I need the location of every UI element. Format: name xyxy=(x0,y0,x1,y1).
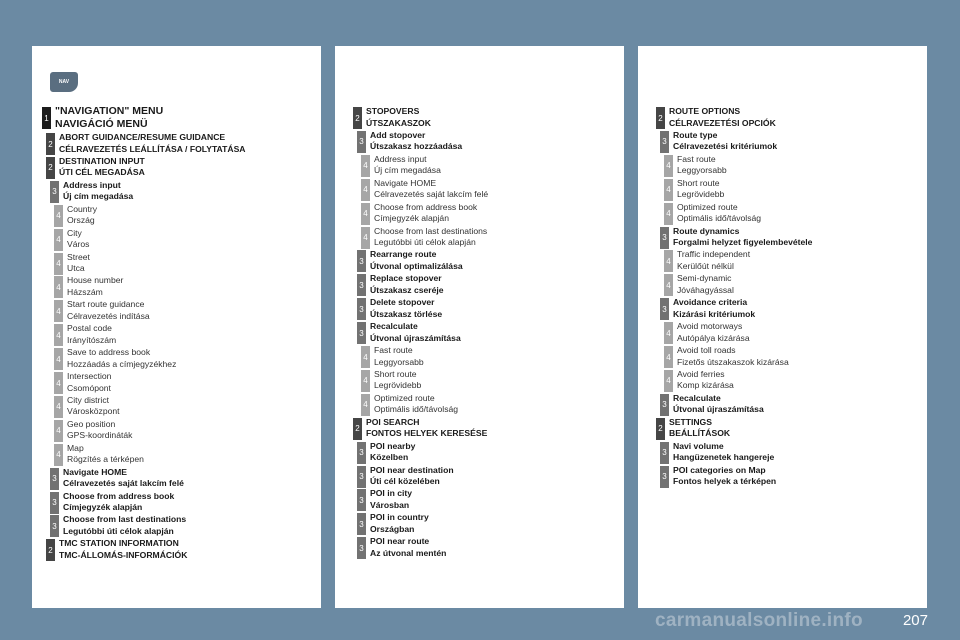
entry-label-hungarian: BEÁLLÍTÁSOK xyxy=(669,428,731,439)
entry-label-english: Start route guidance xyxy=(67,299,145,310)
menu-entry xyxy=(357,250,463,272)
entry-text xyxy=(374,154,441,177)
entry-label-hungarian: Forgalmi helyzet figyelembevétele xyxy=(673,237,813,248)
entry-label-hungarian: Irányítószám xyxy=(67,334,117,345)
entry-label-english: Semi-dynamic xyxy=(677,273,732,284)
level-badge: 2 xyxy=(46,133,55,155)
menu-entry xyxy=(664,250,750,272)
entry-label-hungarian: FONTOS HELYEK KERESÉSE xyxy=(366,428,488,439)
entry-label-hungarian: Optimális idő/távolság xyxy=(374,404,459,415)
menu-entry xyxy=(50,181,133,203)
menu-entry xyxy=(50,468,184,490)
entry-label-english: Optimized route xyxy=(374,392,435,403)
level-badge: 3 xyxy=(50,492,59,514)
menu-entry xyxy=(357,513,429,535)
entry-label-english: TMC STATION INFORMATION xyxy=(59,538,179,549)
entry-text xyxy=(673,297,755,320)
menu-entry xyxy=(357,274,444,296)
entry-label-hungarian: Útszakasz cseréje xyxy=(370,284,444,295)
entry-label-english: Fast route xyxy=(677,153,716,164)
entry-label-english: Choose from address book xyxy=(63,490,175,501)
entry-label-hungarian: Kizárási kritériumok xyxy=(673,308,756,319)
menu-entry xyxy=(357,131,462,153)
level-badge: 2 xyxy=(353,418,362,440)
entry-label-hungarian: Útvonal újraszámítása xyxy=(673,404,764,415)
entry-label-english: Recalculate xyxy=(370,321,418,332)
menu-entry xyxy=(664,346,789,368)
entry-label-english: Rearrange route xyxy=(370,249,437,260)
entry-label-english: Short route xyxy=(374,368,417,379)
level-badge: 4 xyxy=(361,346,370,368)
entry-text xyxy=(370,441,415,464)
entry-label-english: Navigate HOME xyxy=(374,177,437,188)
level-badge: 4 xyxy=(664,274,673,296)
level-badge: 3 xyxy=(660,442,669,464)
level-badge: 4 xyxy=(54,300,63,322)
entry-text xyxy=(67,323,116,346)
entry-text xyxy=(67,275,123,298)
entry-label-english: POI in city xyxy=(370,488,413,499)
level-badge: 2 xyxy=(656,418,665,440)
entry-text xyxy=(55,105,163,130)
menu-entry xyxy=(357,537,446,559)
page-number: 207 xyxy=(902,612,928,629)
menu-entry xyxy=(361,346,424,368)
entry-label-english: Address input xyxy=(374,153,427,164)
nav-button-icon: NAV xyxy=(50,72,78,92)
level-badge: 3 xyxy=(357,131,366,153)
entry-label-english: Save to address book xyxy=(67,347,151,358)
entry-label-english: Address input xyxy=(63,179,121,190)
entry-label-english: Fast route xyxy=(374,345,413,355)
level-badge: 3 xyxy=(357,466,366,488)
entry-text xyxy=(677,369,734,392)
entry-label-hungarian: Legrövidebb xyxy=(374,380,422,391)
entry-label-english: Route dynamics xyxy=(673,225,740,236)
menu-entry xyxy=(664,274,734,296)
level-badge: 3 xyxy=(660,227,669,249)
level-badge: 3 xyxy=(660,394,669,416)
entry-label-hungarian: Legrövidebb xyxy=(677,189,725,200)
entry-label-hungarian: Hozzáadás a címjegyzékhez xyxy=(67,358,177,369)
entry-text xyxy=(59,156,145,179)
entry-label-hungarian: Célravezetési kritériumok xyxy=(673,141,778,152)
entry-label-english: Optimized route xyxy=(677,201,738,212)
level-badge: 2 xyxy=(46,157,55,179)
level-badge: 4 xyxy=(664,203,673,225)
level-badge: 1 xyxy=(42,107,51,129)
menu-entry xyxy=(54,253,90,275)
entry-label-hungarian: Útvonal optimalizálása xyxy=(370,260,463,271)
menu-entry xyxy=(664,322,750,344)
entry-text xyxy=(374,345,424,368)
entry-label-hungarian: Kerülőút nélkül xyxy=(677,260,734,271)
menu-entry xyxy=(46,539,187,561)
menu-entry xyxy=(357,298,442,320)
entry-text xyxy=(669,106,776,129)
entry-text xyxy=(673,226,812,249)
entry-label-hungarian: Legutóbbi úti célok alapján xyxy=(63,525,174,536)
level-badge: 4 xyxy=(361,370,370,392)
entry-text xyxy=(374,393,458,416)
level-badge: 4 xyxy=(54,396,63,418)
entry-label-hungarian: Címjegyzék alapján xyxy=(374,213,449,224)
level-badge: 4 xyxy=(54,348,63,370)
menu-entry xyxy=(361,155,441,177)
entry-label-english: Navi volume xyxy=(673,440,724,451)
menu-entry xyxy=(660,131,777,153)
entry-label-hungarian: Fontos helyek a térképen xyxy=(673,476,777,487)
menu-entry xyxy=(664,370,734,392)
entry-label-english: DESTINATION INPUT xyxy=(59,155,145,166)
menu-entry xyxy=(361,227,487,249)
entry-label-hungarian: Jóváhagyással xyxy=(677,284,734,295)
entry-label-hungarian: Úti cél közelében xyxy=(370,476,440,487)
level-badge: 3 xyxy=(357,250,366,272)
entry-text xyxy=(67,395,120,418)
level-badge: 3 xyxy=(357,322,366,344)
entry-label-english: Traffic independent xyxy=(677,249,751,260)
level-badge: 4 xyxy=(361,179,370,201)
level-badge: 4 xyxy=(664,322,673,344)
entry-label-english: Short route xyxy=(677,177,720,188)
menu-entry xyxy=(42,107,163,130)
menu-entry xyxy=(357,322,461,344)
menu-entry xyxy=(660,466,776,488)
entry-label-english: POI categories on Map xyxy=(673,464,766,475)
entry-label-hungarian: Útszakasz hozzáadása xyxy=(370,141,463,152)
menu-entry xyxy=(361,203,477,225)
level-badge: 3 xyxy=(50,468,59,490)
menu-entry xyxy=(50,492,174,514)
entry-text xyxy=(63,491,174,514)
entry-label-hungarian: Célravezetés indítása xyxy=(67,310,150,321)
menu-entry xyxy=(664,179,724,201)
entry-text xyxy=(677,154,727,177)
entry-label-hungarian: Országban xyxy=(370,523,415,534)
entry-label-hungarian: Házszám xyxy=(67,286,103,297)
entry-text xyxy=(63,467,184,490)
entry-label-hungarian: Ország xyxy=(67,215,95,226)
entry-label-hungarian: Hangüzenetek hangereje xyxy=(673,452,775,463)
menu-entry xyxy=(54,396,120,418)
menu-entry xyxy=(664,203,761,225)
menu-entry xyxy=(54,229,89,251)
entry-label-english: Route type xyxy=(673,129,718,140)
entry-label-hungarian: Legutóbbi úti célok alapján xyxy=(374,237,476,248)
level-badge: 3 xyxy=(357,513,366,535)
entry-label-hungarian: ÚTSZAKASZOK xyxy=(366,117,431,128)
entry-label-english: Replace stopover xyxy=(370,273,442,284)
menu-entry xyxy=(357,466,454,488)
level-badge: 4 xyxy=(54,324,63,346)
entry-label-hungarian: NAVIGÁCIÓ MENÜ xyxy=(55,117,148,130)
entry-label-english: City xyxy=(67,227,82,238)
entry-label-hungarian: Célravezetés saját lakcím felé xyxy=(374,189,489,200)
entry-text xyxy=(59,538,187,561)
entry-label-hungarian: Utca xyxy=(67,263,85,274)
entry-text xyxy=(370,273,444,296)
menu-entry xyxy=(361,394,458,416)
entry-text xyxy=(370,536,446,559)
menu-entry xyxy=(660,227,812,249)
entry-label-hungarian: GPS-koordináták xyxy=(67,430,133,441)
entry-label-english: Navigate HOME xyxy=(63,466,127,477)
entry-text xyxy=(669,417,730,440)
menu-entry xyxy=(361,179,488,201)
entry-text xyxy=(63,514,186,537)
entry-label-english: Choose from address book xyxy=(374,201,478,212)
entry-label-hungarian: TMC-ÁLLOMÁS-INFORMÁCIÓK xyxy=(59,549,188,560)
entry-label-hungarian: Új cím megadása xyxy=(63,191,134,202)
entry-text xyxy=(374,178,488,201)
menu-entry xyxy=(54,348,176,370)
menu-entry xyxy=(660,442,774,464)
entry-label-english: Geo position xyxy=(67,418,116,429)
entry-text xyxy=(673,441,774,464)
level-badge: 4 xyxy=(361,155,370,177)
entry-text xyxy=(63,180,133,203)
level-badge: 3 xyxy=(660,131,669,153)
level-badge: 3 xyxy=(50,181,59,203)
level-badge: 4 xyxy=(361,203,370,225)
menu-entry xyxy=(54,444,144,466)
entry-label-english: Recalculate xyxy=(673,392,721,403)
entry-label-hungarian: Autópálya kizárása xyxy=(677,332,750,343)
menu-entry xyxy=(54,300,150,322)
level-badge: 3 xyxy=(357,274,366,296)
entry-label-english: STOPOVERS xyxy=(366,106,420,116)
level-badge: 4 xyxy=(664,370,673,392)
entry-label-hungarian: Város xyxy=(67,239,90,250)
entry-text xyxy=(370,297,442,320)
level-badge: 3 xyxy=(660,466,669,488)
entry-text xyxy=(677,321,750,344)
menu-entry xyxy=(660,394,764,416)
entry-text xyxy=(374,226,487,249)
entry-text xyxy=(67,299,150,322)
entry-label-english: SETTINGS xyxy=(669,416,712,427)
entry-label-hungarian: Csomópont xyxy=(67,382,111,393)
menu-entry xyxy=(54,420,132,442)
level-badge: 4 xyxy=(54,229,63,251)
entry-text xyxy=(366,106,431,129)
entry-text xyxy=(370,465,454,488)
entry-text xyxy=(67,204,97,227)
level-badge: 4 xyxy=(664,346,673,368)
entry-label-hungarian: Városban xyxy=(370,499,410,510)
level-badge: 3 xyxy=(660,298,669,320)
entry-label-hungarian: Leggyorsabb xyxy=(374,356,424,367)
menu-entry xyxy=(54,205,97,227)
level-badge: 4 xyxy=(54,444,63,466)
entry-label-hungarian: Új cím megadása xyxy=(374,165,441,176)
entry-text xyxy=(67,371,111,394)
entry-label-english: POI SEARCH xyxy=(366,416,420,427)
entry-label-hungarian: Címjegyzék alapján xyxy=(63,502,143,513)
entry-label-english: Postal code xyxy=(67,323,112,334)
level-badge: 4 xyxy=(54,372,63,394)
entry-label-hungarian: Közelben xyxy=(370,452,409,463)
entry-label-english: POI near route xyxy=(370,536,430,547)
entry-text xyxy=(370,130,462,153)
entry-label-english: Street xyxy=(67,251,90,262)
entry-label-english: Avoid toll roads xyxy=(677,345,736,355)
entry-label-english: Delete stopover xyxy=(370,297,435,308)
entry-label-english: Map xyxy=(67,442,84,453)
level-badge: 4 xyxy=(54,276,63,298)
entry-label-hungarian: Optimális idő/távolság xyxy=(677,213,762,224)
level-badge: 4 xyxy=(54,253,63,275)
menu-entry xyxy=(656,418,730,440)
entry-label-english: ROUTE OPTIONS xyxy=(669,106,741,116)
level-badge: 4 xyxy=(664,179,673,201)
entry-text xyxy=(677,202,761,225)
entry-label-english: Avoid motorways xyxy=(677,321,743,332)
entry-text xyxy=(370,512,429,535)
entry-text xyxy=(67,419,132,442)
entry-label-hungarian: Komp kizárása xyxy=(677,380,734,391)
menu-entry xyxy=(54,324,116,346)
entry-label-english: Intersection xyxy=(67,371,112,381)
entry-label-hungarian: CÉLRAVEZETÉS LEÁLLÍTÁSA / FOLYTATÁSA xyxy=(59,143,246,154)
menu-entry xyxy=(361,370,421,392)
entry-text xyxy=(677,273,734,296)
entry-text xyxy=(370,488,412,511)
entry-label-english: POI in country xyxy=(370,512,429,523)
entry-label-english: Add stopover xyxy=(370,129,426,140)
menu-entry xyxy=(54,276,123,298)
entry-label-hungarian: CÉLRAVEZETÉSI OPCIÓK xyxy=(669,117,776,128)
menu-entry xyxy=(660,298,755,320)
entry-text xyxy=(374,202,477,225)
entry-text xyxy=(673,465,776,488)
entry-label-english: POI near destination xyxy=(370,464,454,475)
entry-label-hungarian: Városközpont xyxy=(67,406,120,417)
entry-text xyxy=(67,252,90,275)
level-badge: 4 xyxy=(361,227,370,249)
entry-text xyxy=(366,417,487,440)
entry-label-english: House number xyxy=(67,275,124,286)
entry-label-hungarian: Rögzítés a térképen xyxy=(67,454,144,465)
entry-label-english: City district xyxy=(67,394,110,405)
level-badge: 3 xyxy=(357,298,366,320)
level-badge: 3 xyxy=(50,515,59,537)
entry-text xyxy=(370,321,461,344)
entry-text xyxy=(677,249,750,272)
entry-text xyxy=(677,345,789,368)
entry-label-english: ABORT GUIDANCE/RESUME GUIDANCE xyxy=(59,132,226,142)
entry-label-hungarian: Fizetős útszakaszok kizárása xyxy=(677,356,789,367)
entry-label-english: Country xyxy=(67,203,98,214)
level-badge: 4 xyxy=(664,155,673,177)
entry-label-hungarian: Célravezetés saját lakcím felé xyxy=(63,478,184,489)
level-badge: 3 xyxy=(357,442,366,464)
entry-text xyxy=(67,347,176,370)
entry-text xyxy=(677,178,724,201)
level-badge: 3 xyxy=(357,489,366,511)
level-badge: 2 xyxy=(656,107,665,129)
menu-entry xyxy=(46,133,246,155)
entry-text xyxy=(673,130,777,153)
entry-label-english: Avoid ferries xyxy=(677,368,725,379)
entry-text xyxy=(67,228,89,251)
entry-label-hungarian: Az útvonal mentén xyxy=(370,547,447,558)
entry-label-english: Choose from last destinations xyxy=(63,514,187,525)
menu-entry xyxy=(357,442,415,464)
level-badge: 4 xyxy=(54,420,63,442)
entry-label-hungarian: Útvonal újraszámítása xyxy=(370,332,461,343)
entry-label-hungarian: ÚTI CÉL MEGADÁSA xyxy=(59,167,145,178)
entry-label-english: Choose from last destinations xyxy=(374,225,488,236)
entry-label-hungarian: Útszakasz törlése xyxy=(370,308,443,319)
menu-entry xyxy=(54,372,111,394)
watermark: carmanualsonline.info xyxy=(655,610,863,631)
entry-text xyxy=(67,443,144,466)
level-badge: 3 xyxy=(357,537,366,559)
entry-label-english: Avoidance criteria xyxy=(673,297,748,308)
level-badge: 4 xyxy=(54,205,63,227)
menu-entry xyxy=(664,155,727,177)
level-badge: 2 xyxy=(353,107,362,129)
entry-text xyxy=(59,132,246,155)
menu-entry xyxy=(353,418,487,440)
level-badge: 2 xyxy=(46,539,55,561)
menu-entry xyxy=(656,107,776,129)
level-badge: 4 xyxy=(361,394,370,416)
entry-label-hungarian: Leggyorsabb xyxy=(677,165,727,176)
menu-entry xyxy=(353,107,431,129)
menu-entry xyxy=(46,157,145,179)
entry-text xyxy=(374,369,421,392)
entry-text xyxy=(370,249,463,272)
entry-label-english: "NAVIGATION" MENU xyxy=(55,105,164,117)
entry-label-english: POI nearby xyxy=(370,440,416,451)
menu-entry xyxy=(357,489,412,511)
level-badge: 4 xyxy=(664,250,673,272)
entry-text xyxy=(673,393,764,416)
menu-entry xyxy=(50,515,186,537)
